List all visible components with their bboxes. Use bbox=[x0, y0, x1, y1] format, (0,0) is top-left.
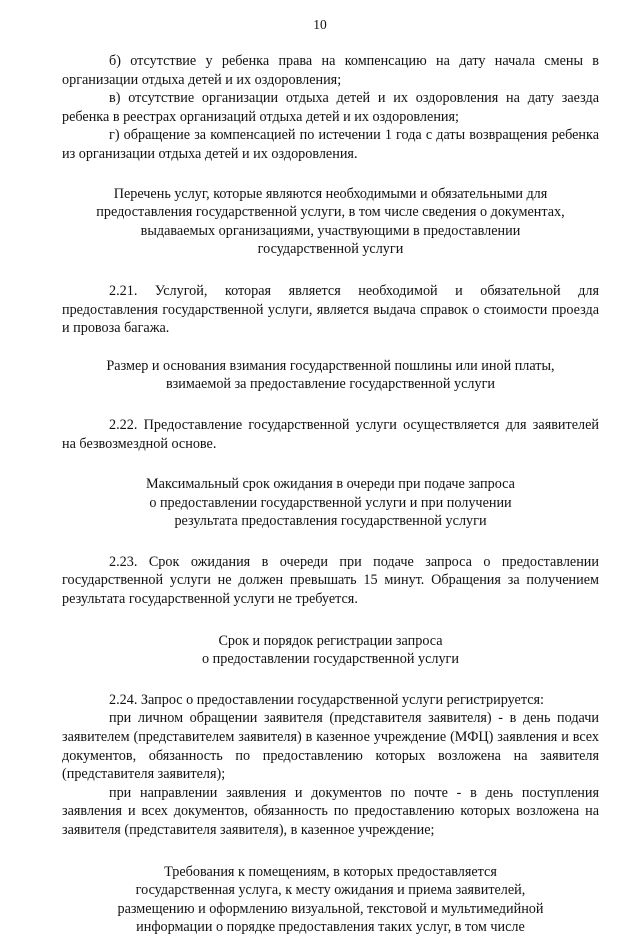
heading-line: взимаемой за предоставление государственной услуги bbox=[165, 376, 495, 393]
heading-line: Перечень услуг, которые являются необходимыми и обязательными для bbox=[113, 185, 548, 202]
paragraph-2-21: 2.21. Услугой, которая является необходимой и обязательной для предоставления государственной услуги, является выдача справок о стоимости проезда и провоза багажа. bbox=[62, 282, 599, 337]
paragraph-g: г) обращение за компенсацией по истечении 1 года с даты возвращения ребенка из организации отдыха детей и их оздоровления. bbox=[62, 127, 599, 162]
heading-line: государственной услуги bbox=[257, 241, 404, 258]
heading-line: государственная услуга, к месту ожидания и приема заявителей, bbox=[135, 882, 526, 899]
heading-line: Срок и порядок регистрации запроса bbox=[218, 632, 443, 649]
paragraph-2-23: 2.23. Срок ожидания в очереди при подаче запроса о предоставлении государственной услуги не должен превышать 15 минут. Обращения за получением результата государственной услуги не требуется. bbox=[62, 553, 599, 608]
paragraph-v: в) отсутствие организации отдыха детей и их оздоровления на дату заезда ребенка в реестрах организаций отдыха детей и их оздоровления; bbox=[62, 90, 599, 125]
heading-line: размещению и оформлению визуальной, текстовой и мультимедийной bbox=[117, 900, 544, 917]
heading-line: о предоставлении государственной услуги и при получении bbox=[149, 494, 512, 511]
paragraph-2-22: 2.22. Предоставление государственной услуги осуществляется для заявителей на безвозмездной основе. bbox=[62, 416, 599, 452]
heading-line: выдаваемых организациями, участвующими в предоставлении bbox=[140, 222, 521, 239]
section-heading-required-services bbox=[58, 185, 603, 259]
heading-line: о предоставлении государственной услуги bbox=[202, 651, 459, 668]
page-number: 10 bbox=[313, 17, 327, 32]
heading-line: Максимальный срок ожидания в очереди при подаче запроса bbox=[146, 476, 515, 493]
paragraph-b: б) отсутствие у ребенка права на компенсацию на дату начала смены в организации отдыха детей и их оздоровления; bbox=[62, 53, 599, 88]
heading-line: информации о порядке предоставления таких услуг, в том числе bbox=[136, 919, 525, 936]
section-heading-queue-time bbox=[62, 475, 599, 531]
heading-line: предоставления государственной услуги, в том числе сведения о документах, bbox=[96, 204, 565, 221]
heading-line: результата предоставления государственной услуги bbox=[174, 513, 487, 530]
heading-line: Размер и основания взимания государственной пошлины или иной платы, bbox=[106, 357, 555, 374]
page-content bbox=[62, 52, 599, 937]
paragraph-2-24-post: при направлении заявления и документов по почте - в день поступления заявления и всех документов, обязанность по предоставлению которых возложена на заявителя (представителя заявителя), в казенное учреждение; bbox=[62, 784, 599, 838]
paragraph-2-24: 2.24. Запрос о предоставлении государственной услуги регистрируется: bbox=[109, 691, 544, 708]
section-heading-premises-requirements bbox=[58, 863, 603, 937]
section-heading-state-fee bbox=[62, 357, 599, 394]
heading-line: Требования к помещениям, в которых предоставляется bbox=[164, 863, 497, 880]
section-heading-registration bbox=[62, 632, 599, 669]
paragraph-2-24-personal: при личном обращении заявителя (представителя заявителя) - в день подачи заявителем (представителем заявителя) в казенное учреждение (МФЦ) заявления и всех документов, обязанность по предоставлению которых возложена на заявителя (представителя заявителя); bbox=[62, 710, 599, 783]
